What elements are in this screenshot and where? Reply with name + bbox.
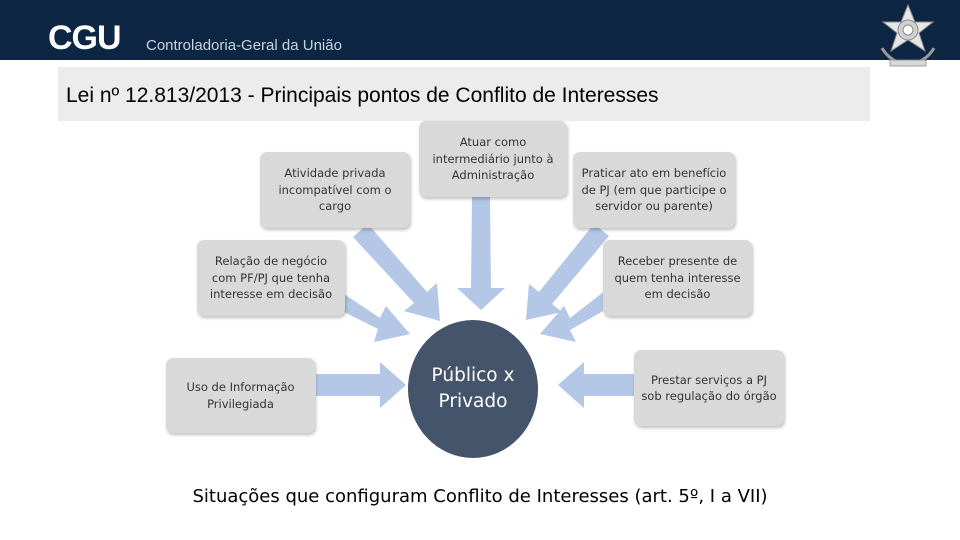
arrow-from-bottom-left [316,362,406,408]
arrow-from-top-left [353,224,440,321]
item-box-receive-gift: Receber presente de quem tenha interesse em decisão [603,240,752,316]
item-box-services-regulated-pj: Prestar serviços a PJ sob regulação do órgão [634,350,784,426]
item-box-act-benefiting-pj: Praticar ato em benefício de PJ (em que participe o servidor ou parente) [573,152,735,228]
slide-title: Lei nº 12.813/2013 - Principais pontos de Conflito de Interesses [66,84,659,107]
slide-caption: Situações que configuram Conflito de Interesses (art. 5º, I a VII) [192,486,768,507]
item-box-business-relation: Relação de negócio com PF/PJ que tenha interesse em decisão [197,240,345,316]
arrow-from-top-center [457,196,505,310]
item-box-incompatible-activity: Atividade privada incompatível com o cargo [260,152,410,228]
cgu-logo: CGU [48,19,121,57]
item-box-intermediary: Atuar como intermediário junto à Administração [419,121,567,197]
arrow-from-bottom-right [558,362,636,408]
center-circle-public-private: Público x Privado [408,320,538,458]
organization-name: Controladoria-Geral da União [146,37,342,54]
item-box-privileged-information: Uso de Informação Privilegiada [166,358,315,433]
